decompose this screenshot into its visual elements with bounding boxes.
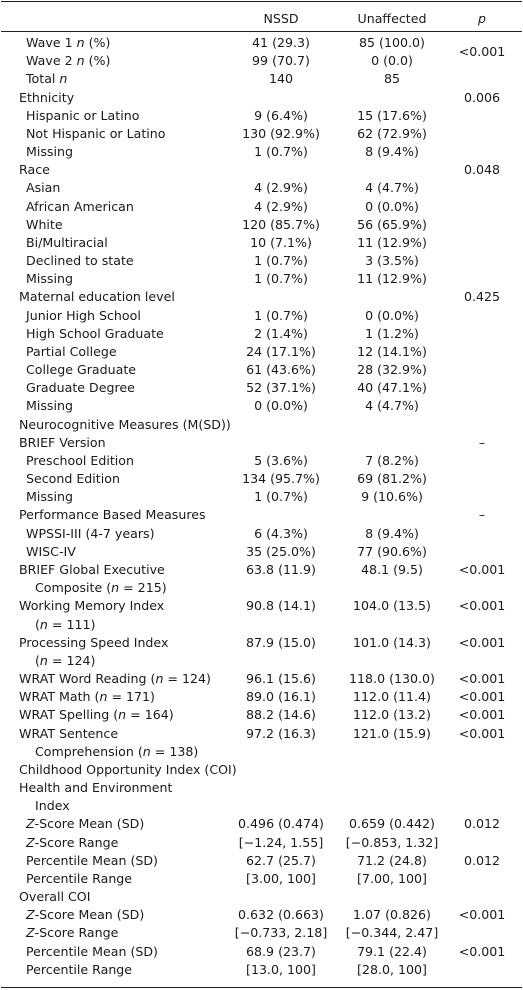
table-row — [0, 416, 523, 434]
table-row — [0, 706, 523, 724]
table-row — [0, 543, 523, 561]
row-label: Percentile Mean (SD) — [26, 852, 158, 868]
row-label: Wave 2 n (%) — [26, 53, 111, 69]
unaffected-cell: 0 (0.0%) — [365, 307, 419, 323]
row-label: Graduate Degree — [26, 380, 135, 396]
row-label: Maternal education level — [19, 289, 175, 305]
row-label: Not Hispanic or Latino — [26, 125, 166, 141]
table-row — [0, 597, 523, 615]
table-row — [0, 961, 523, 979]
table-row — [0, 870, 523, 888]
row-label: Working Memory Index — [19, 598, 165, 614]
table-row — [0, 143, 523, 161]
row-label: Composite (n = 215) — [35, 580, 167, 596]
unaffected-cell: 12 (14.1%) — [357, 343, 427, 359]
table-row — [0, 634, 523, 652]
table-row — [0, 52, 523, 70]
nssd-cell: 6 (4.3%) — [254, 525, 308, 541]
row-label: Percentile Range — [26, 961, 133, 977]
row-label: Health and Environment — [19, 780, 173, 796]
row-label: Missing — [26, 144, 73, 160]
nssd-cell: 88.2 (14.6) — [246, 707, 316, 723]
row-label: Missing — [26, 271, 73, 287]
nssd-cell: 5 (3.6%) — [254, 452, 308, 468]
table-row — [0, 725, 523, 743]
row-label: Bi/Multiracial — [26, 234, 108, 250]
nssd-cell: 99 (70.7) — [252, 53, 310, 69]
table-row — [0, 270, 523, 288]
unaffected-cell: 85 — [383, 71, 401, 87]
row-label: White — [26, 216, 63, 232]
unaffected-cell: 40 (47.1%) — [357, 380, 427, 396]
nssd-cell: 140 — [268, 71, 294, 87]
unaffected-cell: 71.2 (24.8) — [357, 852, 427, 868]
nssd-cell: 2 (1.4%) — [254, 325, 308, 341]
unaffected-cell: 11 (12.9%) — [357, 271, 427, 287]
row-label: Missing — [26, 398, 73, 414]
table-row — [0, 815, 523, 833]
row-label: High School Graduate — [26, 325, 164, 341]
table-row — [0, 379, 523, 397]
nssd-cell: 35 (25.0%) — [246, 543, 316, 559]
table-row — [0, 397, 523, 415]
unaffected-cell: 3 (3.5%) — [365, 253, 419, 269]
row-label: Declined to state — [26, 253, 134, 269]
row-label: Z-Score Mean (SD) — [26, 816, 145, 832]
table-row — [0, 434, 523, 452]
nssd-cell: 41 (29.3) — [252, 35, 310, 50]
nssd-cell: 62.7 (25.7) — [246, 852, 316, 868]
row-label: Percentile Mean (SD) — [26, 943, 158, 959]
p-value-cell: <0.001 — [458, 907, 506, 923]
nssd-cell: 1 (0.7%) — [254, 253, 308, 269]
table-row — [0, 561, 523, 579]
p-value-cell: <0.001 — [458, 561, 506, 577]
unaffected-cell: [7.00, 100] — [357, 870, 427, 886]
p-value-cell: <0.001 — [458, 671, 506, 687]
unaffected-cell: 77 (90.6%) — [357, 543, 427, 559]
row-label: Junior High School — [26, 307, 141, 323]
nssd-cell: [−1.24, 1.55] — [238, 834, 324, 850]
row-label: BRIEF Global Executive — [19, 561, 165, 577]
row-label: Wave 1 n (%) — [26, 35, 111, 50]
p-value-cell: – — [478, 434, 486, 450]
unaffected-cell: 11 (12.9%) — [357, 234, 427, 250]
table-row — [0, 107, 523, 125]
table-row — [0, 125, 523, 143]
table-row — [0, 579, 523, 597]
p-value-cell: <0.001 — [458, 725, 506, 741]
nssd-cell: 10 (7.1%) — [250, 234, 312, 250]
row-label: Z-Score Mean (SD) — [26, 907, 145, 923]
unaffected-cell: [−0.344, 2.47] — [345, 925, 439, 941]
row-label: WRAT Spelling (n = 164) — [19, 707, 174, 723]
row-label: College Graduate — [26, 362, 137, 378]
row-label: Missing — [26, 489, 73, 505]
row-label: Ethnicity — [19, 89, 75, 105]
nssd-cell: 1 (0.7%) — [254, 307, 308, 323]
nssd-cell: 63.8 (11.9) — [246, 561, 316, 577]
nssd-cell: 4 (2.9%) — [254, 198, 308, 214]
unaffected-cell: 56 (65.9%) — [357, 216, 427, 232]
nssd-cell: 89.0 (16.1) — [246, 689, 316, 705]
table-row — [0, 34, 523, 59]
row-label: Z-Score Range — [26, 834, 119, 850]
table-bottom-rule — [1, 987, 522, 988]
unaffected-cell: 8 (9.4%) — [365, 525, 419, 541]
nssd-cell: 87.9 (15.0) — [246, 634, 316, 650]
table-row — [0, 179, 523, 197]
table-row — [0, 307, 523, 325]
unaffected-cell: 0.659 (0.442) — [349, 816, 435, 832]
table-row — [0, 288, 523, 306]
unaffected-cell: 1.07 (0.826) — [353, 907, 431, 923]
column-header-p: p — [478, 11, 486, 26]
p-value-cell: 0.425 — [463, 289, 501, 305]
unaffected-cell: 121.0 (15.9) — [353, 725, 431, 741]
unaffected-cell: 4 (4.7%) — [365, 398, 419, 414]
unaffected-cell: 118.0 (130.0) — [349, 671, 435, 687]
table-top-rule — [1, 1, 522, 2]
row-label: Performance Based Measures — [19, 507, 206, 523]
table-row — [0, 852, 523, 870]
p-value-cell: <0.001 — [458, 598, 506, 614]
unaffected-cell: 85 (100.0) — [359, 35, 425, 50]
nssd-cell: 52 (37.1%) — [246, 380, 316, 396]
row-label: Index — [35, 798, 70, 814]
row-label: Processing Speed Index — [19, 634, 169, 650]
table-row — [0, 325, 523, 343]
nssd-cell: 130 (92.9%) — [242, 125, 320, 141]
column-header-nssd: NSSD — [263, 11, 299, 26]
row-label: WRAT Word Reading (n = 124) — [19, 671, 211, 687]
nssd-cell: [−0.733, 2.18] — [234, 925, 328, 941]
table-body — [0, 34, 523, 979]
table-row — [0, 616, 523, 634]
p-value-cell: 0.012 — [463, 816, 501, 832]
table-row — [0, 779, 523, 797]
row-label: Z-Score Range — [26, 925, 119, 941]
nssd-cell: 1 (0.7%) — [254, 271, 308, 287]
row-label: Total n — [26, 71, 68, 87]
table-row — [0, 761, 523, 779]
p-value-cell: 0.006 — [463, 89, 501, 105]
table-row — [0, 198, 523, 216]
nssd-cell: 61 (43.6%) — [246, 362, 316, 378]
table-row — [0, 70, 523, 88]
unaffected-cell: 101.0 (14.3) — [353, 634, 431, 650]
row-label: Overall COI — [19, 889, 91, 905]
table-row — [0, 470, 523, 488]
table-row — [0, 652, 523, 670]
table-row — [0, 943, 523, 961]
table-row — [0, 688, 523, 706]
row-label: WPSSI-III (4-7 years) — [26, 525, 155, 541]
unaffected-cell: 28 (32.9%) — [357, 362, 427, 378]
table-row — [0, 343, 523, 361]
row-label: BRIEF Version — [19, 434, 106, 450]
table-row — [0, 906, 523, 924]
unaffected-cell: [28.0, 100] — [357, 961, 427, 977]
unaffected-cell: 79.1 (22.4) — [357, 943, 427, 959]
table-row — [0, 216, 523, 234]
nssd-cell: 4 (2.9%) — [254, 180, 308, 196]
row-label: (n = 111) — [35, 616, 96, 632]
unaffected-cell: 62 (72.9%) — [357, 125, 427, 141]
p-value-cell: 0.012 — [463, 852, 501, 868]
p-value-cell: <0.001 — [458, 44, 506, 59]
unaffected-cell: 69 (81.2%) — [357, 471, 427, 487]
nssd-cell: [13.0, 100] — [246, 961, 316, 977]
nssd-cell: 1 (0.7%) — [254, 489, 308, 505]
p-value-cell: 0.048 — [463, 162, 501, 178]
table-row — [0, 506, 523, 524]
table-row — [0, 888, 523, 906]
unaffected-cell: 4 (4.7%) — [365, 180, 419, 196]
nssd-cell: 1 (0.7%) — [254, 144, 308, 160]
unaffected-cell: 112.0 (13.2) — [353, 707, 431, 723]
table-row — [0, 924, 523, 942]
table-row — [0, 525, 523, 543]
nssd-cell: 0.632 (0.663) — [238, 907, 324, 923]
p-value-cell: <0.001 — [458, 707, 506, 723]
table-row — [0, 252, 523, 270]
p-value-cell: <0.001 — [458, 689, 506, 705]
row-label: African American — [26, 198, 134, 214]
unaffected-cell: 7 (8.2%) — [365, 452, 419, 468]
row-label: Childhood Opportunity Index (COI) — [19, 761, 237, 777]
row-label: Second Edition — [26, 471, 120, 487]
table-row — [0, 161, 523, 179]
nssd-cell: 96.1 (15.6) — [246, 671, 316, 687]
row-label: Percentile Range — [26, 870, 133, 886]
unaffected-cell: 15 (17.6%) — [357, 107, 427, 123]
nssd-cell: 24 (17.1%) — [246, 343, 316, 359]
unaffected-cell: 48.1 (9.5) — [361, 561, 423, 577]
nssd-cell: 134 (95.7%) — [242, 471, 320, 487]
nssd-cell: 68.9 (23.7) — [246, 943, 316, 959]
unaffected-cell: 0 (0.0%) — [365, 198, 419, 214]
row-label: Comprehension (n = 138) — [35, 743, 199, 759]
table-row — [0, 361, 523, 379]
row-label: Hispanic or Latino — [26, 107, 140, 123]
row-label: WRAT Math (n = 171) — [19, 689, 155, 705]
unaffected-cell: [−0.853, 1.32] — [345, 834, 439, 850]
table-row — [0, 234, 523, 252]
nssd-cell: 90.8 (14.1) — [246, 598, 316, 614]
p-value-cell: <0.001 — [458, 943, 506, 959]
table-row — [0, 89, 523, 107]
row-label: Preschool Edition — [26, 452, 134, 468]
row-label: Neurocognitive Measures (M(SD)) — [19, 416, 231, 432]
table-row — [0, 834, 523, 852]
table-row — [0, 797, 523, 815]
row-label: WRAT Sentence — [19, 725, 119, 741]
row-label: Asian — [26, 180, 61, 196]
row-label: WISC-IV — [26, 543, 76, 559]
table-row — [0, 743, 523, 761]
nssd-cell: 9 (6.4%) — [254, 107, 308, 123]
row-label: Race — [19, 162, 50, 178]
unaffected-cell: 104.0 (13.5) — [353, 598, 431, 614]
table-row — [0, 670, 523, 688]
table-row — [0, 452, 523, 470]
table-row — [0, 488, 523, 506]
unaffected-cell: 9 (10.6%) — [361, 489, 423, 505]
unaffected-cell: 8 (9.4%) — [365, 144, 419, 160]
row-label: (n = 124) — [35, 652, 96, 668]
nssd-cell: 120 (85.7%) — [242, 216, 320, 232]
nssd-cell: [3.00, 100] — [246, 870, 316, 886]
unaffected-cell: 1 (1.2%) — [365, 325, 419, 341]
unaffected-cell: 0 (0.0) — [371, 53, 413, 69]
column-header-unaffected: Unaffected — [357, 11, 427, 26]
nssd-cell: 97.2 (16.3) — [246, 725, 316, 741]
header-rule — [1, 31, 522, 32]
nssd-cell: 0 (0.0%) — [254, 398, 308, 414]
unaffected-cell: 112.0 (11.4) — [353, 689, 431, 705]
nssd-cell: 0.496 (0.474) — [238, 816, 324, 832]
row-label: Partial College — [26, 343, 117, 359]
p-value-cell: <0.001 — [458, 634, 506, 650]
p-value-cell: – — [478, 507, 486, 523]
